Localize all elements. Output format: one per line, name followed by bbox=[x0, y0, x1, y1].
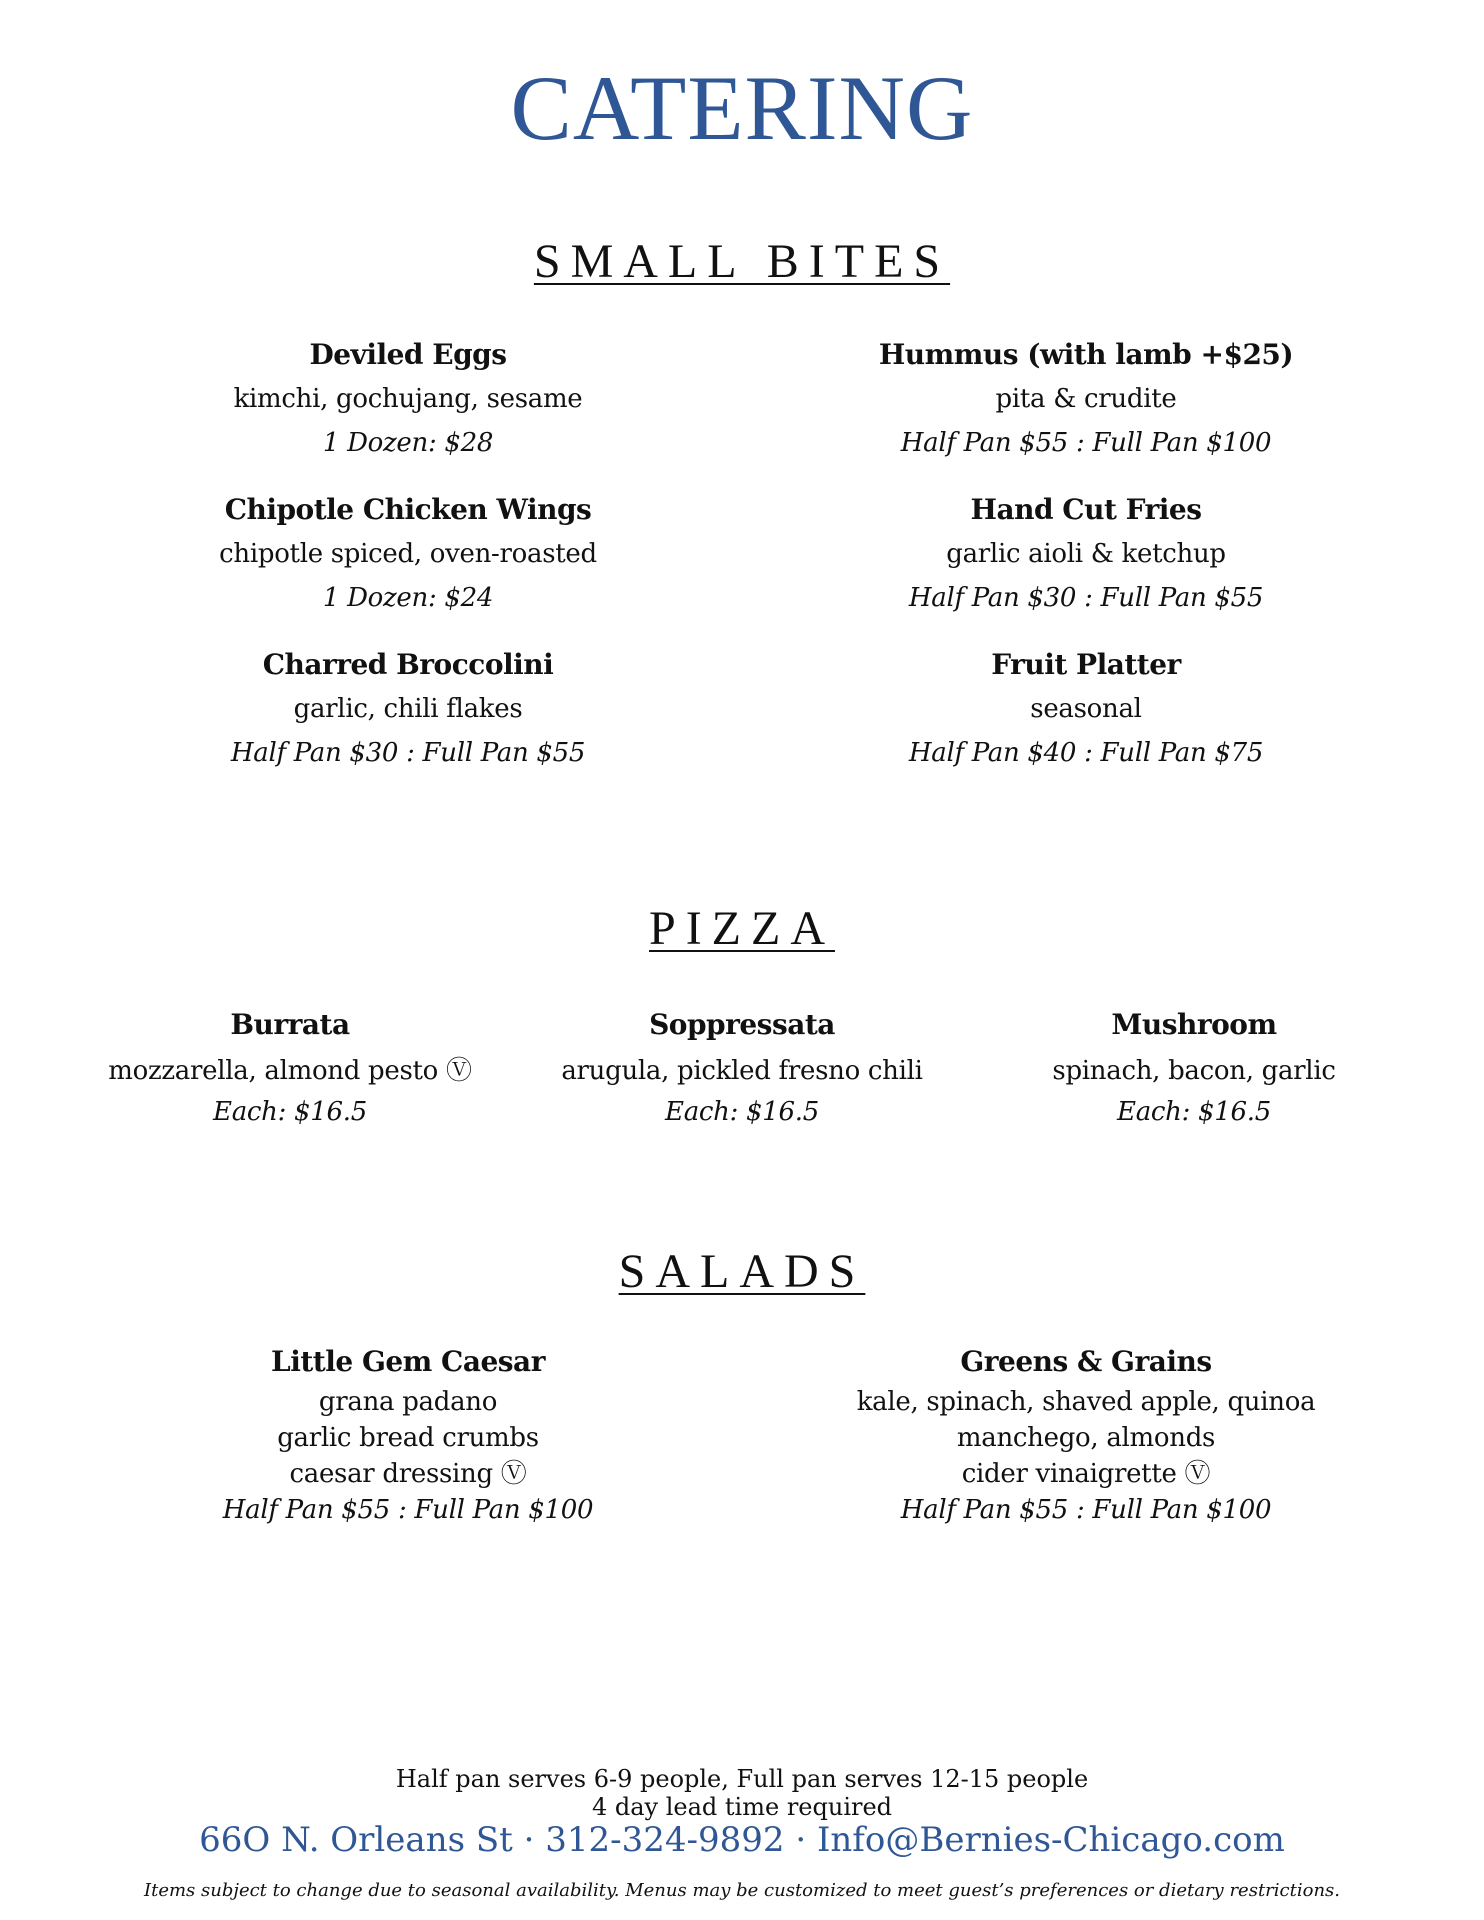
item-description-line: kale, spinach, shaved apple, quinoa bbox=[856, 1387, 1316, 1417]
item-description: chipotle spiced, oven-roasted bbox=[219, 539, 597, 569]
serving-note: Half pan serves 6-9 people, Full pan serves 12-15 people bbox=[395, 1765, 1089, 1793]
item-name: Burrata bbox=[230, 1008, 350, 1041]
item-name: Deviled Eggs bbox=[309, 338, 507, 371]
item-price: Half Pan $55 : Full Pan $100 bbox=[900, 428, 1272, 458]
item-name: Fruit Platter bbox=[991, 648, 1181, 681]
item-price: Half Pan $30 : Full Pan $55 bbox=[908, 583, 1264, 613]
small-bites-heading bbox=[0, 236, 1484, 289]
item-name: Hand Cut Fries bbox=[970, 493, 1202, 526]
item-description-line: manchego, almonds bbox=[956, 1423, 1216, 1453]
item-description: kimchi, gochujang, sesame bbox=[233, 384, 583, 414]
menu-item-deviled-eggs bbox=[108, 333, 708, 465]
pizza-heading-text: PIZZA bbox=[649, 902, 835, 955]
item-description: garlic, chili flakes bbox=[293, 694, 523, 724]
item-name: Mushroom bbox=[1111, 1008, 1277, 1041]
menu-item-chipotle-chicken-wings bbox=[108, 488, 708, 620]
item-price: 1 Dozen: $28 bbox=[322, 428, 494, 458]
item-description: seasonal bbox=[1030, 694, 1142, 724]
item-price: Half Pan $40 : Full Pan $75 bbox=[908, 738, 1264, 768]
item-name: Soppressata bbox=[649, 1008, 835, 1041]
item-name: Little Gem Caesar bbox=[271, 1345, 545, 1378]
item-name: Hummus (with lamb +$25) bbox=[878, 338, 1294, 371]
menu-item-mushroom bbox=[994, 1002, 1394, 1130]
item-name: Charred Broccolini bbox=[262, 648, 554, 681]
item-name: Greens & Grains bbox=[960, 1345, 1212, 1378]
item-price: Each: $16.5 bbox=[213, 1097, 367, 1127]
item-description-line: grana padano bbox=[318, 1387, 498, 1417]
menu-item-burrata bbox=[90, 1002, 490, 1130]
item-description: arugula, pickled fresno chili bbox=[561, 1056, 923, 1086]
lead-time-note: 4 day lead time required bbox=[591, 1793, 893, 1821]
menu-item-charred-broccolini bbox=[108, 643, 708, 775]
item-price: Half Pan $55 : Full Pan $100 bbox=[222, 1495, 594, 1525]
menu-item-fruit-platter bbox=[786, 643, 1386, 775]
pizza-heading bbox=[0, 903, 1484, 956]
page-title: CATERING bbox=[510, 57, 974, 159]
item-price: Each: $16.5 bbox=[1117, 1097, 1271, 1127]
item-description: spinach, bacon, garlic bbox=[1052, 1056, 1336, 1086]
salads-heading bbox=[0, 1246, 1484, 1299]
item-description: garlic aioli & ketchup bbox=[946, 539, 1226, 569]
salads-heading-text: SALADS bbox=[618, 1245, 866, 1298]
contact-info: 66O N. Orleans St · 312-324-9892 · Info@Bernies-Chicago.com bbox=[199, 1820, 1285, 1860]
menu-item-hand-cut-fries bbox=[786, 488, 1386, 620]
menu-item-little-gem-caesar bbox=[108, 1340, 708, 1528]
item-description-line: garlic bread crumbs bbox=[277, 1423, 539, 1453]
menu-item-hummus bbox=[786, 333, 1386, 465]
menu-item-soppressata bbox=[542, 1002, 942, 1130]
item-description-line: cider vinaigrette Ⓥ bbox=[961, 1459, 1211, 1489]
item-price: Each: $16.5 bbox=[665, 1097, 819, 1127]
item-description: mozzarella, almond pesto Ⓥ bbox=[108, 1056, 472, 1086]
item-description-line: caesar dressing Ⓥ bbox=[289, 1459, 527, 1489]
small-bites-heading-text: SMALL BITES bbox=[533, 235, 951, 288]
menu-item-greens-and-grains bbox=[786, 1340, 1386, 1528]
item-price: Half Pan $55 : Full Pan $100 bbox=[900, 1495, 1272, 1525]
item-price: 1 Dozen: $24 bbox=[322, 583, 494, 613]
item-description: pita & crudite bbox=[995, 384, 1177, 414]
item-price: Half Pan $30 : Full Pan $55 bbox=[230, 738, 586, 768]
item-name: Chipotle Chicken Wings bbox=[224, 493, 592, 526]
disclaimer: Items subject to change due to seasonal availability. Menus may be customized to meet guest’s preferences or dietary restrictions. bbox=[143, 1880, 1340, 1901]
